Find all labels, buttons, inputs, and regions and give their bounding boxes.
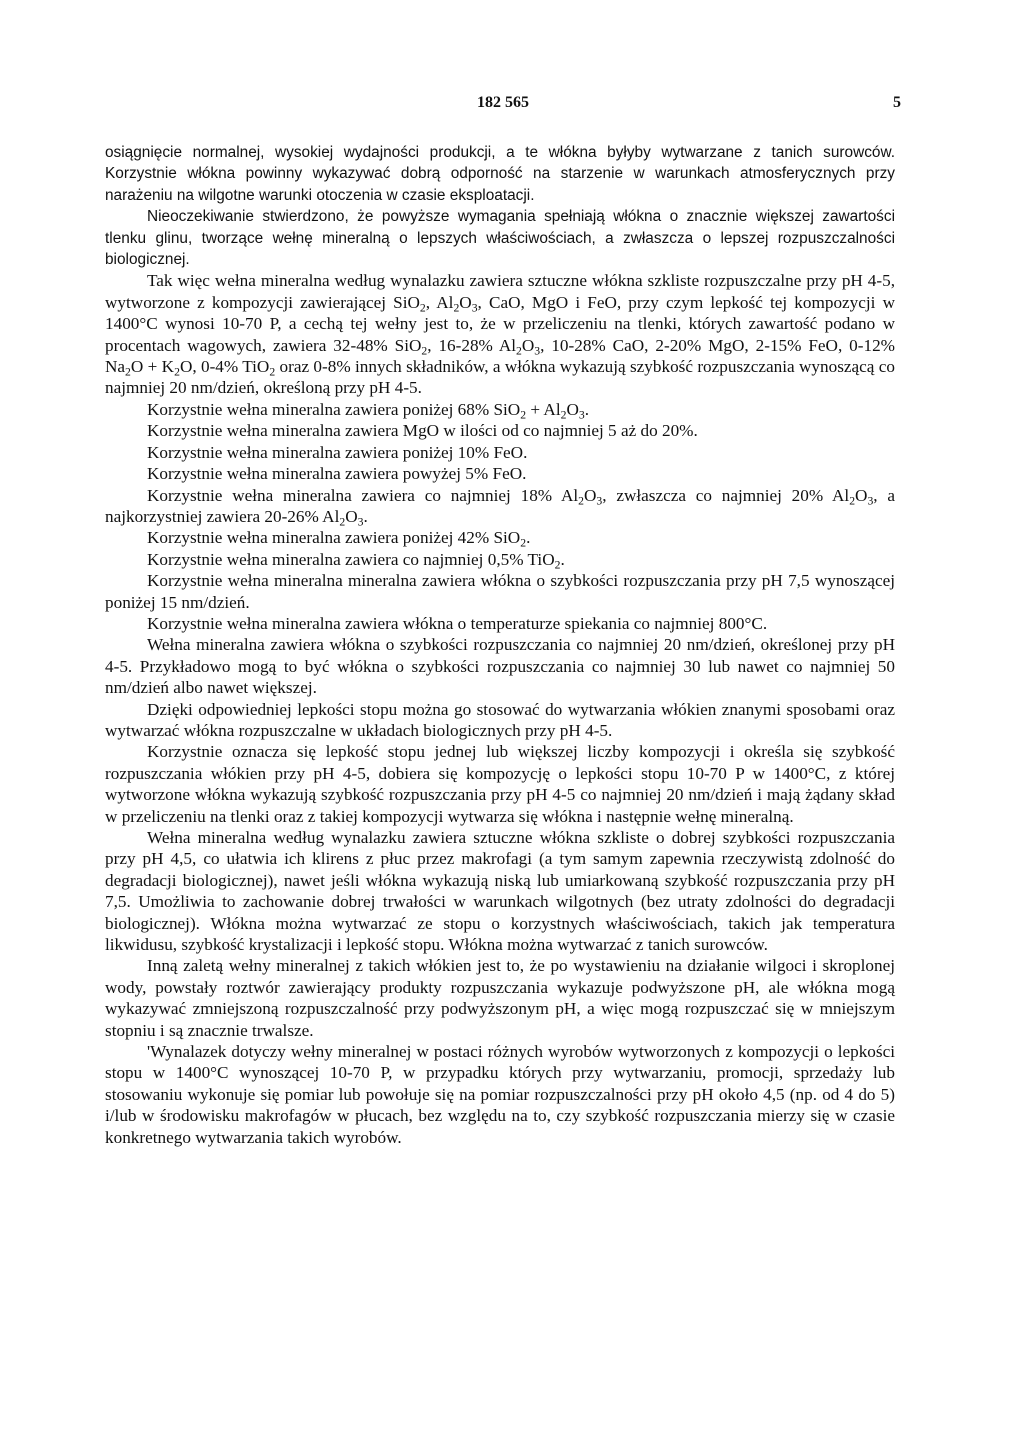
paragraph: osiągnięcie normalnej, wysokiej wydajności produkcji, a te włókna byłyby wytwarzane z tanich surowców. Korzystnie włókna powinny wykazywać dobrą odporność na starzenie w warunkach atmosferycznych przy narażeniu na wilgotne warunki otoczenia w czasie eksploatacji. (105, 144, 895, 204)
paragraph: Korzystnie oznacza się lepkość stopu jednej lub większej liczby kompozycji i określa się szybkość rozpuszczania włókien przy pH 4-5, dobiera się kompozycję o lepkości stopu 10-70 P w 1400°C, z której wytworzone włókna wykazują szybkość rozpuszczania przy pH 4-5 co najmniej 20 nm/dzień i mają żądany skład w przeliczeniu na tlenki oraz z takiej kompozycji wytwarza się włókna i następnie wełnę mineralną. (105, 742, 895, 826)
paragraph: Korzystnie wełna mineralna zawiera MgO w ilości od co najmniej 5 aż do 20%. (147, 421, 698, 441)
paragraph: Nieoczekiwanie stwierdzono, że powyższe wymagania spełniają włókna o znacznie większej zawartości tlenku glinu, tworzące wełnę mineralną o lepszych właściwościach, a zwłaszcza o lepszej rozpuszczalności biologicznej. (105, 208, 895, 269)
paragraph: Tak więc wełna mineralna według wynalazku zawiera sztuczne włókna szkliste rozpuszczalne przy pH 4-5, wytworzone z kompozycji zawierającej SiO$_2$, $Al_2O_3$, CaO, MgO i FeO, przy czym lepkość tej kompozycji w 1400°C wynosi 10-70 P, a cechą tej wełny jest to, że w przeliczeniu na tlenki, których zawartość podano w procentach wagowych, zawiera 32-48% SiO$_2$, 16-28% $Al_2O_3$, 10-28% CaO, 2-20% MgO, 2-15% FeO, 0-12% $Na_2O + K_2O$, 0-4% TiO$_2$ oraz 0-8% innych składników, a włókna wykazują szybkość rozpuszczania wynoszącą co najmniej 20 nm/dzień, określoną przy pH 4-5. (105, 271, 896, 398)
paragraph: Korzystnie wełna mineralna zawiera co najmniej 18% $Al_2O_3$, zwłaszcza co najmniej 20% $Al_2O_3$, a najkorzystniej zawiera 20-26% $Al_2O_3$. (105, 485, 895, 529)
paragraph: Korzystnie wełna mineralna zawiera poniżej 68% $SiO_2 + Al_2O_3$. (147, 399, 589, 422)
paragraph: Inną zaletą wełny mineralnej z takich włókien jest to, że po wystawieniu na działanie wilgoci i skroplonej wody, powstały roztwór zawierający produkty rozpuszczania wykazuje podwyższone pH, ale włókna mogą wykazywać zmniejszoną rozpuszczalność przy podwyższonym pH, a więc mogą rozpuszczać się w mniejszym stopniu i są znacznie trwalsze. (105, 956, 895, 1040)
paragraph: Korzystnie wełna mineralna zawiera poniżej 42% SiO$_2$. (147, 528, 531, 550)
paragraph: Wełna mineralna zawiera włókna o szybkości rozpuszczania co najmniej 20 nm/dzień, określonej przy pH 4-5. Przykładowo mogą to być włókna o szybkości rozpuszczania co najmniej 30 lub nawet co najmniej 50 nm/dzień albo nawet większej. (105, 635, 895, 698)
paragraph: Korzystnie wełna mineralna zawiera co najmniej 0,5% TiO$_2$. (147, 549, 565, 571)
paragraph: Korzystnie wełna mineralna mineralna zawiera włókna o szybkości rozpuszczania przy pH 7,5 wynoszącej poniżej 15 nm/dzień. (105, 571, 895, 612)
paragraph: Korzystnie wełna mineralna zawiera poniżej 10% FeO. (147, 442, 528, 462)
paragraph: Korzystnie wełna mineralna zawiera powyżej 5% FeO. (147, 464, 527, 484)
body-text (105, 142, 895, 1148)
page-header (105, 94, 901, 116)
paragraph: Korzystnie wełna mineralna zawiera włókna o temperaturze spiekania co najmniej 800°C. (147, 613, 768, 633)
paragraph: Wełna mineralna według wynalazku zawiera sztuczne włókna szkliste o dobrej szybkości rozpuszczania przy pH 4,5, co ułatwia ich klirens z płuc przez makrofagi (a tym samym zapewnia rzeczywistą zdolność do degradacji biologicznej), nawet jeśli włókna wykazują niską lub umiarkowaną szybkość rozpuszczania przy pH 7,5. Umożliwia to zachowanie dobrej trwałości w warunkach wilgotnych (bez utraty zdolności do degradacji biologicznej). Włókna można wytwarzać ze stopu o korzystnych właściwościach, takich jak temperatura likwidusu, szybkość krystalizacji i lepkość stopu. Włókna można wytwarzać z tanich surowców. (105, 828, 895, 955)
page-number: 5 (893, 94, 901, 111)
paragraph: 'Wynalazek dotyczy wełny mineralnej w postaci różnych wyrobów wytworzonych z kompozycji o lepkości stopu w 1400°C wynoszącej 10-70 P, w przypadku których przy wytwarzaniu, promocji, sprzedaży lub stosowaniu wykonuje się pomiar lub powołuje się na pomiar rozpuszczalności przy pH około 4,5 (np. od 4 do 5) i/lub w środowisku makrofagów w płucach, bez względu na to, czy szybkość rozpuszczania mierzy się w czasie konkretnego wytwarzania takich wyrobów. (105, 1042, 895, 1147)
document-number: 182 565 (477, 94, 529, 111)
paragraph: Dzięki odpowiedniej lepkości stopu można go stosować do wytwarzania włókien znanymi sposobami oraz wytwarzać włókna rozpuszczalne w układach biologicznych przy pH 4-5. (105, 699, 895, 740)
